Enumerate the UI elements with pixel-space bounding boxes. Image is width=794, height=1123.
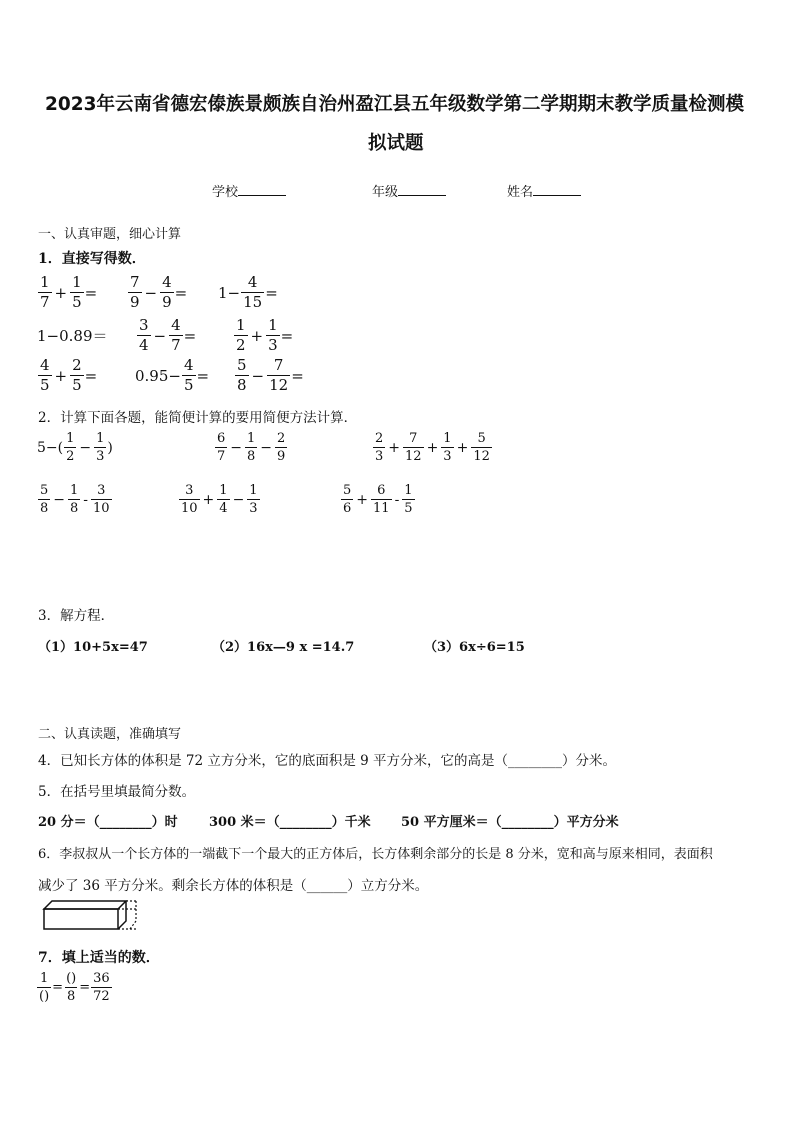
q2-item-a: 5−( $\frac{1}{2}$ − $\frac{1}{3}$ ) [37,431,113,464]
q1-item-c: 1− $\frac{4}{15}$ = [218,273,278,311]
question-6-line-1: 6．李叔叔从一个长方体的一端截下一个最大的正方体后，长方体剩余部分的长是 8 分米，宽和高与原来相同，表面积 [38,847,713,862]
grade-label: 年级 [372,185,399,200]
q7-item: $\frac{1}{()}$ = $\frac{()}{8}$ = $\frac{36}{72}$ [39,971,110,1004]
q3-item-3: （3）6x÷6=15 [424,640,525,655]
question-2: 2．计算下面各题，能简便计算的要用简便方法计算． [38,410,358,426]
q2-item-e: $\frac{3}{10}$ + $\frac{1}{4}$ − $\frac{1}{3}$ [181,483,258,516]
q1-item-i: $\frac{5}{8}$ − $\frac{7}{12}$ = [237,356,304,394]
q5-item-1: 20 分＝（________）时 [38,815,178,830]
name-field [507,181,581,200]
school-label: 学校 [212,185,239,200]
question-5: 5．在括号里填最简分数。 [38,784,196,800]
school-blank [238,183,286,196]
q1-item-a: $\frac{1}{7}$ + $\frac{1}{5}$ = [40,273,98,311]
question-7: 7．填上适当的数． [38,950,160,966]
section-1-heading: 一、认真审题，细心计算 [38,227,182,242]
q1-item-g: $\frac{4}{5}$ + $\frac{2}{5}$ = [40,356,98,394]
q2-item-d: $\frac{5}{8}$ − $\frac{1}{8}$ - $\frac{3}{10}$ [40,483,110,516]
question-3: 3．解方程． [38,608,115,624]
title-line-1: 2023年云南省德宏傣族景颇族自治州盈江县五年级数学第二学期期末教学质量检测模 [45,94,744,115]
q1-item-e: $\frac{3}{4}$ − $\frac{4}{7}$ = [139,316,197,354]
q3-item-1: （1）10+5x=47 [38,640,148,655]
grade-blank [398,183,446,196]
q3-item-2: （2）16x—9 x =14.7 [212,640,355,655]
q1-item-f: $\frac{1}{2}$ + $\frac{1}{3}$ = [236,316,294,354]
name-blank [533,183,581,196]
question-4: 4．已知长方体的体积是 72 立方分米，它的底面积是 9 平方分米，它的高是（________）分米。 [38,753,617,769]
q1-item-d: 1−0.89＝ [37,327,108,345]
title-line-2: 拟试题 [368,133,424,154]
q2-item-f: $\frac{5}{6}$ + $\frac{6}{11}$ - $\frac{1}{5}$ [343,483,413,516]
question-6-line-2: 减少了 36 平方分米。剩余长方体的体积是（______）立方分米。 [38,878,429,894]
q5-item-2: 300 米＝（________）千米 [209,815,371,830]
name-label: 姓名 [507,185,534,200]
q1-item-h: 0.95− $\frac{4}{5}$ = [135,356,210,394]
question-1: 1．直接写得数． [38,251,146,267]
q1-item-b: $\frac{7}{9}$ − $\frac{4}{9}$ = [130,273,188,311]
q5-item-3: 50 平方厘米＝（________）平方分米 [401,815,619,830]
school-field [212,181,286,200]
q2-item-b: $\frac{6}{7}$ − $\frac{1}{8}$ − $\frac{2}{9}$ [217,431,286,464]
q2-item-c: $\frac{2}{3}$ + $\frac{7}{12}$ + $\frac{1}{3}$ + $\frac{5}{12}$ [375,431,490,464]
cuboid-figure [40,897,140,933]
section-2-heading: 二、认真读题，准确填写 [38,727,182,742]
grade-field [372,181,446,200]
